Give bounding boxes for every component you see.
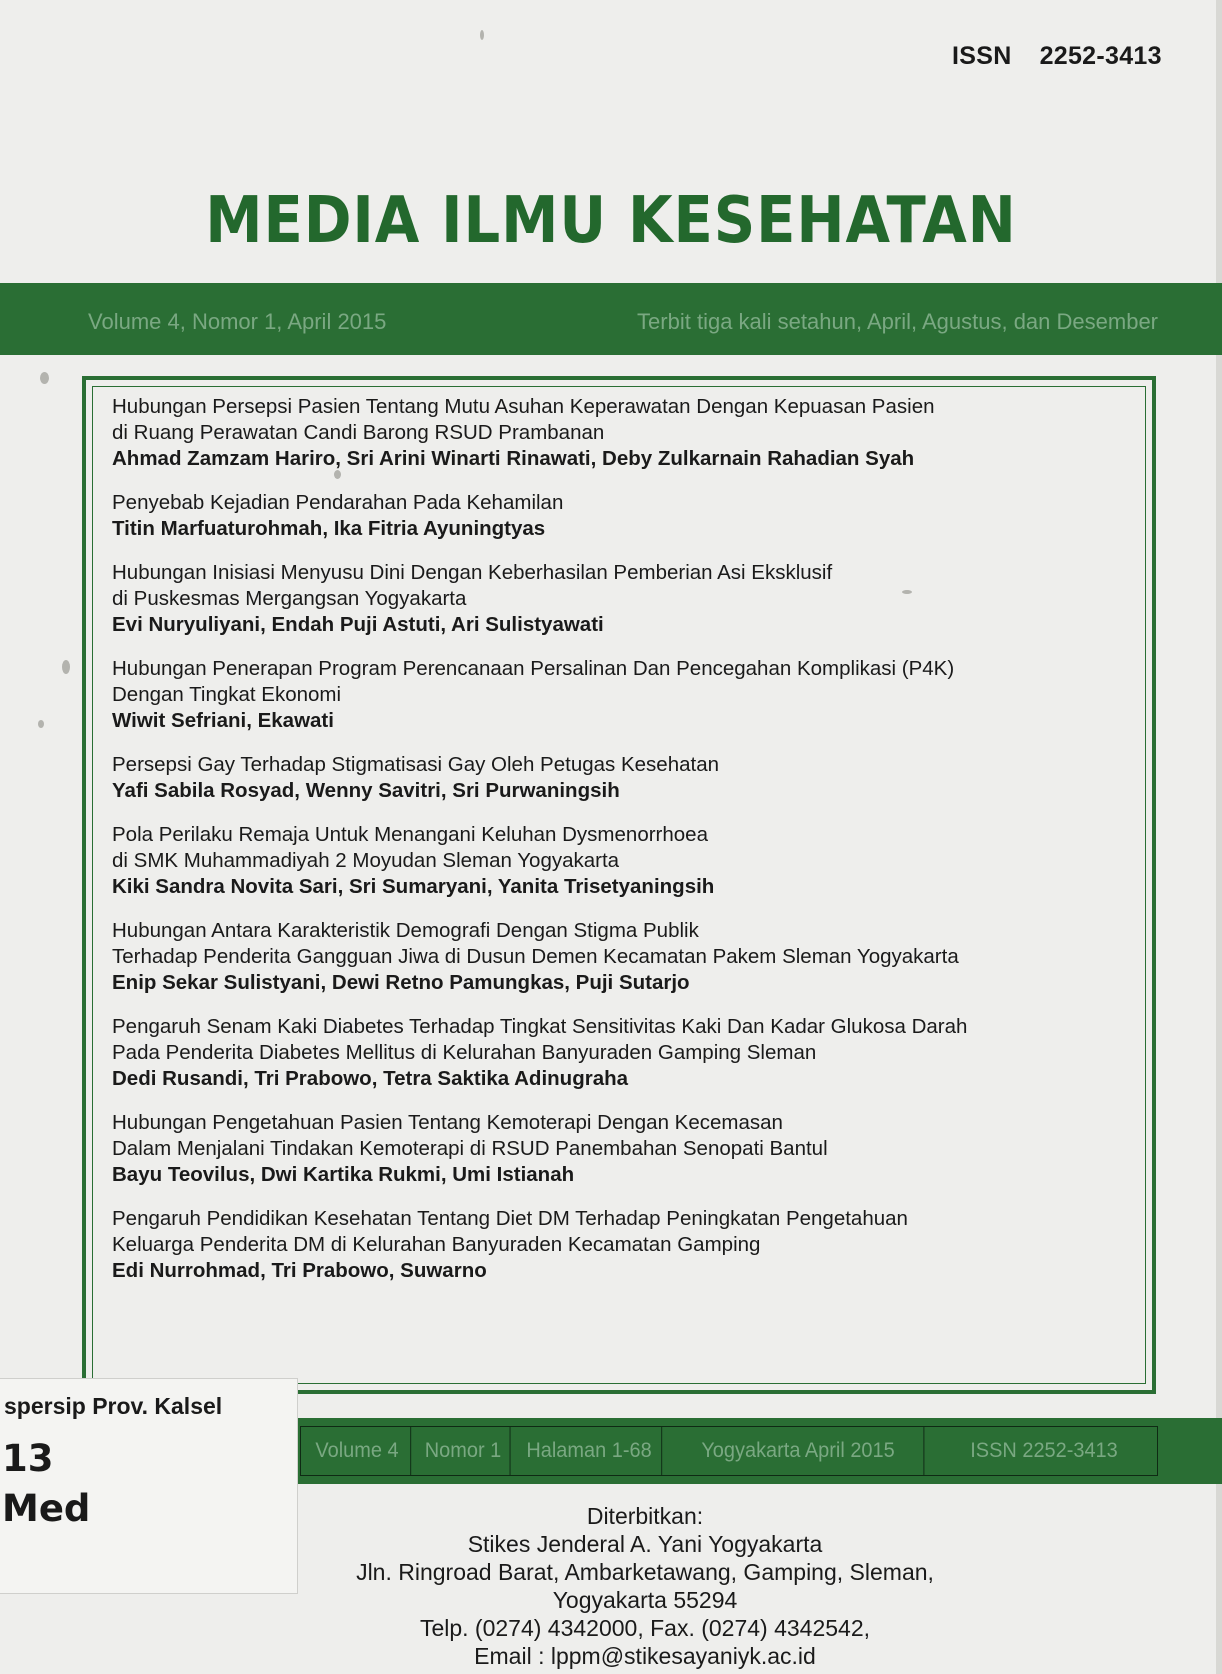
article-entry [112, 752, 1122, 804]
article-entry [112, 560, 1122, 638]
issn-top [952, 42, 1162, 71]
library-name: spersip Prov. Kalsel [4, 1393, 223, 1419]
article-authors: Yafi Sabila Rosyad, Wenny Savitri, Sri Purwaningsih [112, 779, 620, 802]
article-title: Hubungan Penerapan Program Perencanaan Persalinan Dan Pencegahan Komplikasi (P4K) Dengan Tingkat Ekonomi [112, 657, 955, 706]
article-authors: Titin Marfuaturohmah, Ika Fitria Ayuningtyas [112, 517, 546, 540]
publication-frequency: Terbit tiga kali setahun, April, Agustus, dan Desember [637, 309, 1158, 334]
article-entry [112, 490, 1122, 542]
article-authors: Ahmad Zamzam Hariro, Sri Arini Winarti Rinawati, Deby Zulkarnain Rahadian Syah [112, 447, 915, 470]
article-entry [112, 1206, 1122, 1284]
journal-title: MEDIA ILMU KESEHATAN [205, 184, 1017, 258]
info-volume: Volume 4 [304, 1427, 411, 1475]
paper-speck [40, 372, 49, 384]
article-entry [112, 1014, 1122, 1092]
article-entry [112, 1110, 1122, 1188]
issn-number: 2252-3413 [1039, 42, 1162, 70]
article-title: Hubungan Persepsi Pasien Tentang Mutu Asuhan Keperawatan Dengan Kepuasan Pasien di Ruang Perawatan Candi Barong RSUD Prambanan [112, 395, 935, 444]
article-title: Penyebab Kejadian Pendarahan Pada Kehamilan [112, 491, 564, 514]
publisher-block [300, 1502, 990, 1670]
info-place-date: Yogyakarta April 2015 [673, 1427, 925, 1475]
paper-speck [38, 720, 44, 728]
article-title: Persepsi Gay Terhadap Stigmatisasi Gay Oleh Petugas Kesehatan [112, 753, 719, 776]
article-entry [112, 656, 1122, 734]
article-entry [112, 394, 1122, 472]
article-entry [112, 918, 1122, 996]
publisher-address: Jln. Ringroad Barat, Ambarketawang, Gamping, Sleman, [356, 1559, 934, 1585]
article-title: Hubungan Inisiasi Menyusu Dini Dengan Keberhasilan Pemberian Asi Eksklusif di Puskesmas Mergangsan Yogyakarta [112, 561, 833, 610]
article-authors: Edi Nurrohmad, Tri Prabowo, Suwarno [112, 1259, 487, 1282]
article-authors: Kiki Sandra Novita Sari, Sri Sumaryani, Yanita Trisetyaningsih [112, 875, 715, 898]
paper-speck [62, 660, 70, 674]
paper-speck [480, 30, 484, 40]
info-issn: ISSN 2252-3413 [970, 1439, 1118, 1462]
paper-speck [902, 590, 912, 594]
info-pages: Halaman 1-68 [517, 1427, 662, 1475]
article-authors: Wiwit Sefriani, Ekawati [112, 709, 334, 732]
publisher-phone: Telp. (0274) 4342000, Fax. (0274) 4342542, [419, 1615, 871, 1641]
table-of-contents [112, 394, 1122, 1302]
publisher-name: Stikes Jenderal A. Yani Yogyakarta [467, 1531, 823, 1557]
call-number: 13 [2, 1437, 54, 1480]
article-title: Pola Perilaku Remaja Untuk Menangani Keluhan Dysmenorrhoea di SMK Muhammadiyah 2 Moyudan Sleman Yogyakarta [112, 823, 708, 872]
publisher-city: Yogyakarta 55294 [552, 1587, 738, 1613]
article-authors: Enip Sekar Sulistyani, Dewi Retno Pamungkas, Puji Sutarjo [112, 971, 690, 994]
header-band [0, 283, 1222, 355]
paper-speck [334, 470, 341, 479]
article-entry [112, 822, 1122, 900]
info-number: Nomor 1 [416, 1427, 510, 1475]
call-code: Med [2, 1487, 91, 1530]
publisher-email: Email : lppm@stikesayaniyk.ac.id [474, 1643, 816, 1669]
volume-info: Volume 4, Nomor 1, April 2015 [88, 309, 387, 334]
article-title: Pengaruh Pendidikan Kesehatan Tentang Diet DM Terhadap Peningkatan Pengetahuan Keluarga Penderita DM di Kelurahan Banyuraden Kecamatan Gamping [112, 1207, 908, 1256]
library-call-number-label [0, 1378, 298, 1594]
issue-info-bar [300, 1426, 1158, 1476]
article-authors: Bayu Teovilus, Dwi Kartika Rukmi, Umi Istianah [112, 1163, 575, 1186]
article-authors: Evi Nuryuliyani, Endah Puji Astuti, Ari Sulistyawati [112, 613, 604, 636]
article-title: Pengaruh Senam Kaki Diabetes Terhadap Tingkat Sensitivitas Kaki Dan Kadar Glukosa Darah Pada Penderita Diabetes Mellitus di Kelurahan Banyuraden Gamping Sleman [112, 1015, 968, 1064]
article-authors: Dedi Rusandi, Tri Prabowo, Tetra Saktika Adinugraha [112, 1067, 629, 1090]
publisher-heading: Diterbitkan: [586, 1503, 704, 1529]
article-title: Hubungan Pengetahuan Pasien Tentang Kemoterapi Dengan Kecemasan Dalam Menjalani Tindakan Kemoterapi di RSUD Panembahan Senopati Bantul [112, 1111, 828, 1160]
issn-label: ISSN [952, 42, 1012, 70]
article-title: Hubungan Antara Karakteristik Demografi Dengan Stigma Publik Terhadap Penderita Gangguan Jiwa di Dusun Demen Kecamatan Pakem Sleman Yogyakarta [112, 919, 959, 968]
